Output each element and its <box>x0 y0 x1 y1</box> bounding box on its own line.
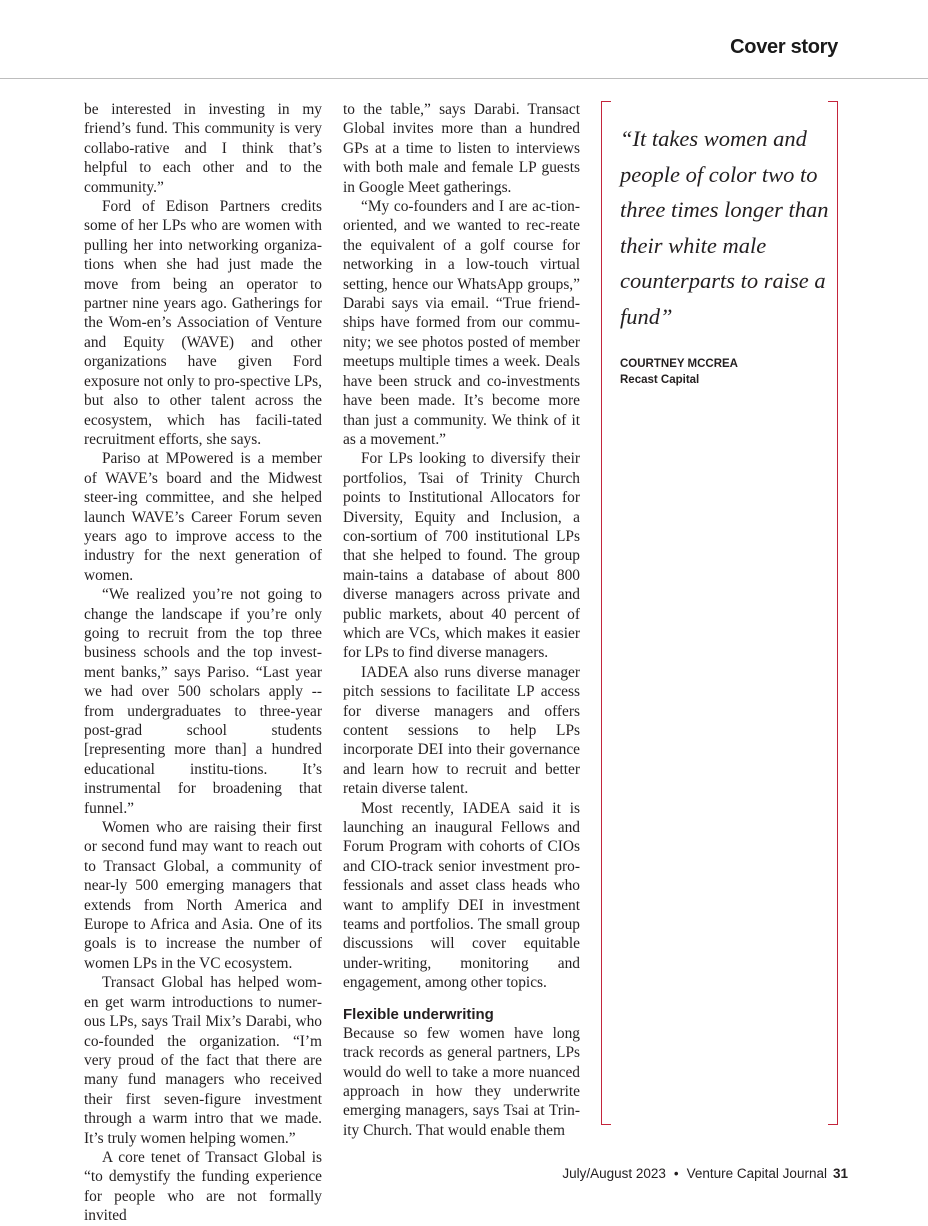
bullet-separator: • <box>673 1166 679 1181</box>
paragraph: “We realized you’re not going to change the landscape if you’re only going to recruit from the top three business schools and the top invest-ment banks,” says Pariso. “Last year we had over 500 scholars apply -- from undergraduates to three-year post-grad school students [representing more than] a hundred educational institu-tions. It’s instrumental for broadening that funnel.” <box>84 586 322 817</box>
pull-quote-bracket-right-top <box>828 101 838 102</box>
header-divider <box>0 78 928 79</box>
paragraph: Pariso at MPowered is a member of WAVE’s board and the Midwest steer-ing committee, and she helped launch WAVE’s Career Forum seven years ago to improve access to the industry for the next generation of women. <box>84 450 322 584</box>
pull-quote-bracket-left <box>601 101 602 1125</box>
pull-quote-attribution-name: COURTNEY MCCREA <box>620 358 738 370</box>
page-number: 31 <box>832 1166 848 1181</box>
issue-date: July/August 2023 <box>562 1166 666 1181</box>
section-label: Cover story <box>730 36 838 58</box>
paragraph: Women who are raising their first or second fund may want to reach out to Transact Global, a community of near-ly 500 emerging managers that extends from North America and Europe to Africa and Asia. One of its goals is to increase the number of women LPs in the VC ecosystem. <box>84 819 322 972</box>
pull-quote-bracket-left-bottom <box>601 1124 611 1125</box>
paragraph: Most recently, IADEA said it is launching an inaugural Fellows and Forum Program with cohorts of CIOs and CIO-track senior investment pro-fessionals and asset class heads who want to amplify DEI in investment teams and portfolios. The small group discussions will cover equitable under-writing, monitoring and engagement, among other topics. <box>343 799 580 992</box>
article-column-left <box>84 100 322 1226</box>
pull-quote-bracket-left-top <box>601 101 611 102</box>
paragraph: Ford of Edison Partners credits some of her LPs who are women with pulling her into networking organiza-tions when she had just made the move from being an operator to partner nine years ago. Gatherings for the Wom-en’s Association of Venture and Equity (WAVE) and other organizations have given Ford exposure not only to pro-spective LPs, but also to other talent across the ecosystem, which has facili-tated recruitment efforts, she says. <box>84 198 322 448</box>
article-column-middle <box>343 100 580 1140</box>
pull-quote-bracket-right-bottom <box>828 1124 838 1125</box>
pull-quote-text: “It takes women and people of color two to three times longer than their white male counterparts to raise a fund” <box>620 126 829 329</box>
pull-quote-bracket-right <box>837 101 838 1125</box>
paragraph: to the table,” says Darabi. Transact Global invites more than a hundred GPs at a time to listen to interviews with both male and female LP guests in Google Meet gatherings. <box>343 101 580 196</box>
pull-quote-attribution-org: Recast Capital <box>620 374 700 386</box>
paragraph: “My co-founders and I are ac-tion-oriented, and we wanted to rec-reate the equivalent of a golf course for networking in a low-touch virtual setting, hence our WhatsApp groups,” Darabi says via email. “True friend-ships have formed from our commu-nity; we see photos posted of member meetups multiple times a week. Deals have been struck and co-investments have been made. It’s become more than just a community. We think of it as a movement.” <box>343 198 580 448</box>
page-footer <box>562 1166 848 1181</box>
subhead: Flexible underwriting <box>343 1005 494 1023</box>
publication-name: Venture Capital Journal <box>686 1166 827 1181</box>
paragraph: A core tenet of Transact Global is “to demystify the funding experience for people who are not formally invited <box>84 1148 322 1225</box>
paragraph: IADEA also runs diverse manager pitch sessions to facilitate LP access for diverse managers and offers content sessions to help LPs incorporate DEI into their governance and learn how to recruit and better retain diverse talent. <box>343 663 580 798</box>
paragraph: For LPs looking to diversify their portfolios, Tsai of Trinity Church points to Institutional Allocators for Diversity, Equity and Inclusion, a con-sortium of 700 institutional LPs that she helped to found. The group main-tains a database of about 800 diverse managers across private and public markets, about 40 percent of which are VCs, which makes it easier for LPs to find diverse managers. <box>343 450 580 662</box>
paragraph: Because so few women have long track records as general partners, LPs would do well to take a more nuanced approach in how they underwrite emerging managers, says Tsai at Trin-ity Church. That would enable them <box>343 1024 580 1139</box>
paragraph: Transact Global has helped wom-en get warm introductions to numer-ous LPs, says Trail Mix’s Darabi, who co-founded the organization. “I’m very proud of the fact that there are many fund managers who received their first seven-figure investment through a warm intro that we made. It’s truly women helping women.” <box>84 974 322 1147</box>
paragraph: be interested in investing in my friend’s fund. This community is very collabo-rative and I think that’s helpful to each other and to the community.” <box>84 101 322 196</box>
pull-quote-box <box>601 101 838 1125</box>
